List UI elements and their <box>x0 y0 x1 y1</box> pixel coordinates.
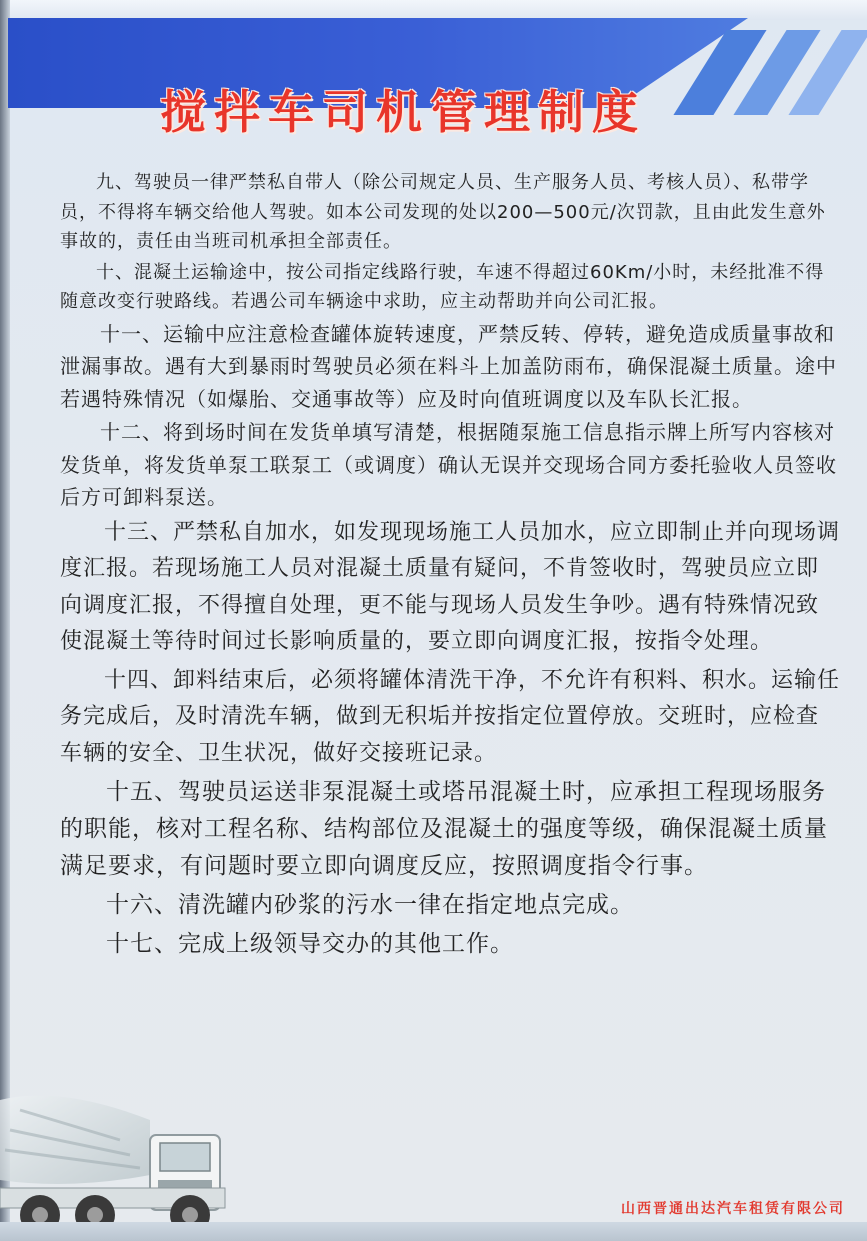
rule-12: 十二、将到场时间在发货单填写清楚，根据随泵施工信息指示牌上所写内容核对发货单，将发货单泵工联泵工（或调度）确认无误并交现场合同方委托验收人员签收后方可卸料泵送。 <box>60 420 837 509</box>
rule-10: 十、混凝土运输途中，按公司指定线路行驶，车速不得超过60Km/小时，未经批准不得随意改变行驶路线。若遇公司车辆途中求助，应主动帮助并向公司汇报。 <box>60 261 825 312</box>
rule-17: 十七、完成上级领导交办的其他工作。 <box>106 931 514 957</box>
board-edge <box>0 0 10 1241</box>
bottom-strip <box>0 1222 867 1241</box>
rule-11: 十一、运输中应注意检查罐体旋转速度，严禁反转、停转，避免造成质量事故和泄漏事故。遇有大到暴雨时驾驶员必须在料斗上加盖防雨布，确保混凝土质量。途中若遇特殊情况（如爆胎、交通事故等）应及时向值班调度以及车队长汇报。 <box>60 321 837 411</box>
company-name: 山西晋通出达汽车租赁有限公司 <box>621 1201 845 1217</box>
regulation-body <box>60 168 840 965</box>
poster-title: 搅拌车司机管理制度 <box>160 85 646 139</box>
rule-13: 十三、严禁私自加水，如发现现场施工人员加水，应立即制止并向现场调度汇报。若现场施工人员对混凝土质量有疑问，不肯签收时，驾驶员应立即向调度汇报，不得擅自处理，更不能与现场人员发生争吵。遇有特殊情况致使混凝土等待时间过长影响质量的，要立即向调度汇报，按指令处理。 <box>60 519 841 654</box>
mixer-truck-icon <box>0 1080 240 1241</box>
rule-9: 九、驾驶员一律严禁私自带人（除公司规定人员、生产服务人员、考核人员）、私带学员，不得将车辆交给他人驾驶。如本公司发现的处以200—500元/次罚款，且由此发生意外事故的，责任由当班司机承担全部责任。 <box>60 172 826 252</box>
rule-14: 十四、卸料结束后，必须将罐体清洗干净，不允许有积料、积水。运输任务完成后，及时清洗车辆，做到无积垢并按指定位置停放。交班时，应检查车辆的安全、卫生状况，做好交接班记录。 <box>60 667 841 766</box>
rule-15: 十五、驾驶员运送非泵混凝土或塔吊混凝土时，应承担工程现场服务的职能，核对工程名称、结构部位及混凝土的强度等级，确保混凝土质量满足要求，有问题时要立即向调度反应，按照调度指令行事。 <box>60 779 828 879</box>
top-highlight <box>0 0 867 20</box>
rule-16: 十六、清洗罐内砂浆的污水一律在指定地点完成。 <box>106 892 634 918</box>
